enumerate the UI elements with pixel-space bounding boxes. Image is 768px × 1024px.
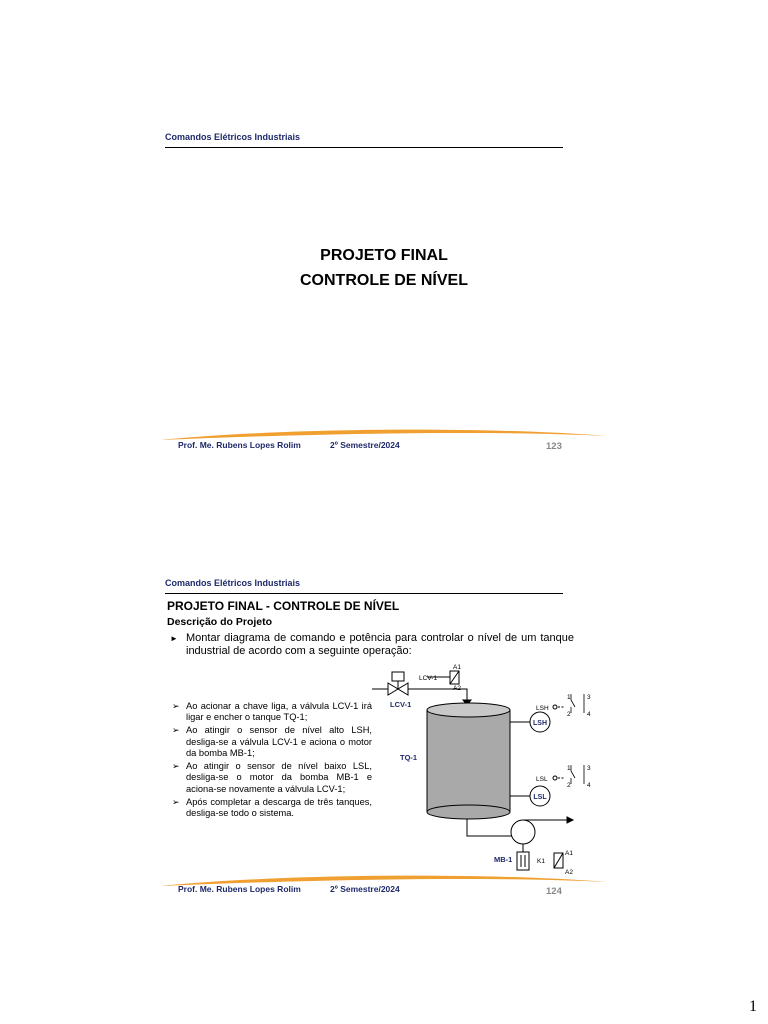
header-rule — [165, 593, 563, 594]
slide-page-number: 124 — [546, 886, 562, 897]
slide-title: PROJETO FINAL - CONTROLE DE NÍVEL — [167, 599, 400, 613]
arrow-bullet-icon: ➢ — [172, 725, 180, 736]
slide-subtitle: Descrição do Projeto — [167, 616, 273, 628]
outlet-pipe — [467, 819, 512, 836]
k1-a2-label: A2 — [565, 869, 573, 876]
lcv-coil-label: LCV-1 — [419, 675, 438, 682]
pump-tag: MB-1 — [494, 855, 513, 864]
slide-title-line1: PROJETO FINAL — [320, 247, 448, 264]
arrow-bullet-icon: ➢ — [172, 796, 180, 807]
tank-body — [427, 710, 510, 812]
slide-page-number: 123 — [546, 441, 562, 452]
list-item: ➢ Ao acionar a chave liga, a válvula LCV-1 irá ligar e encher o tanque TQ-1; — [172, 701, 372, 723]
lsl-contact-4: 4 — [587, 782, 591, 789]
valve-icon — [388, 683, 398, 695]
motor-icon — [517, 852, 529, 870]
level-control-diagram — [372, 660, 607, 882]
list-item: ➢ Após completar a descarga de três tanques, desliga-se todo o sistema. — [172, 796, 372, 819]
footer-author: Prof. Me. Rubens Lopes Rolim — [178, 884, 301, 894]
tank-top — [427, 703, 510, 717]
list-item: ➢ Ao atingir o sensor de nível alto LSH, desliga-se a válvula LCV-1 e aciona o motor da bomba MB-1; — [172, 725, 372, 759]
list-item: ➢ Ao atingir o sensor de nível baixo LSL, desliga-se o motor da bomba MB-1 e aciona-se novamente a válvula LCV-1; — [172, 761, 372, 794]
pump-icon — [511, 820, 535, 844]
lsl-contact-1: 1 — [567, 765, 571, 772]
k1-label: K1 — [537, 858, 545, 865]
lsh-contact-3: 3 — [587, 694, 591, 701]
lcv-a1-label: A1 — [453, 664, 461, 671]
k1-a1-label: A1 — [565, 850, 573, 857]
sheet-page-number: 1 — [749, 998, 757, 1015]
arrow-bullet-icon: ➢ — [172, 701, 180, 711]
discharge-arrow-icon — [567, 817, 573, 823]
lsh-contact-4: 4 — [587, 711, 591, 718]
lsl-contact-3: 3 — [587, 765, 591, 772]
lcv-a2-label: A2 — [453, 685, 461, 692]
arrow-bullet-icon: ➢ — [172, 761, 180, 772]
tank-tag: TQ-1 — [400, 753, 418, 762]
lsh-label: LSH — [536, 705, 549, 712]
lsl-label: LSL — [536, 776, 548, 783]
header-rule — [165, 147, 563, 148]
lcv-tag: LCV-1 — [390, 700, 412, 709]
footer-author: Prof. Me. Rubens Lopes Rolim — [178, 440, 301, 450]
intro-text: Montar diagrama de comando e potência para controlar o nível de um tanque industrial de acordo com a seguinte operação: — [186, 632, 574, 657]
lsl-contact-2: 2 — [567, 782, 571, 789]
operation-list — [172, 701, 372, 821]
valve-actuator-icon — [392, 672, 404, 681]
lsl-circle-label: LSL — [533, 794, 547, 801]
slide-header: Comandos Elétricos Industriais — [165, 132, 301, 142]
lsh-contact-1: 1 — [567, 694, 571, 701]
intro-bullet-icon: ► — [170, 634, 178, 643]
footer-semester: 2º Semestre/2024 — [330, 884, 400, 894]
slide-title-line2: CONTROLE DE NÍVEL — [299, 272, 468, 289]
slide-header: Comandos Elétricos Industriais — [165, 578, 301, 588]
footer-semester: 2º Semestre/2024 — [330, 440, 400, 450]
lsh-contact-2: 2 — [567, 711, 571, 718]
lsh-circle-label: LSH — [533, 720, 547, 727]
